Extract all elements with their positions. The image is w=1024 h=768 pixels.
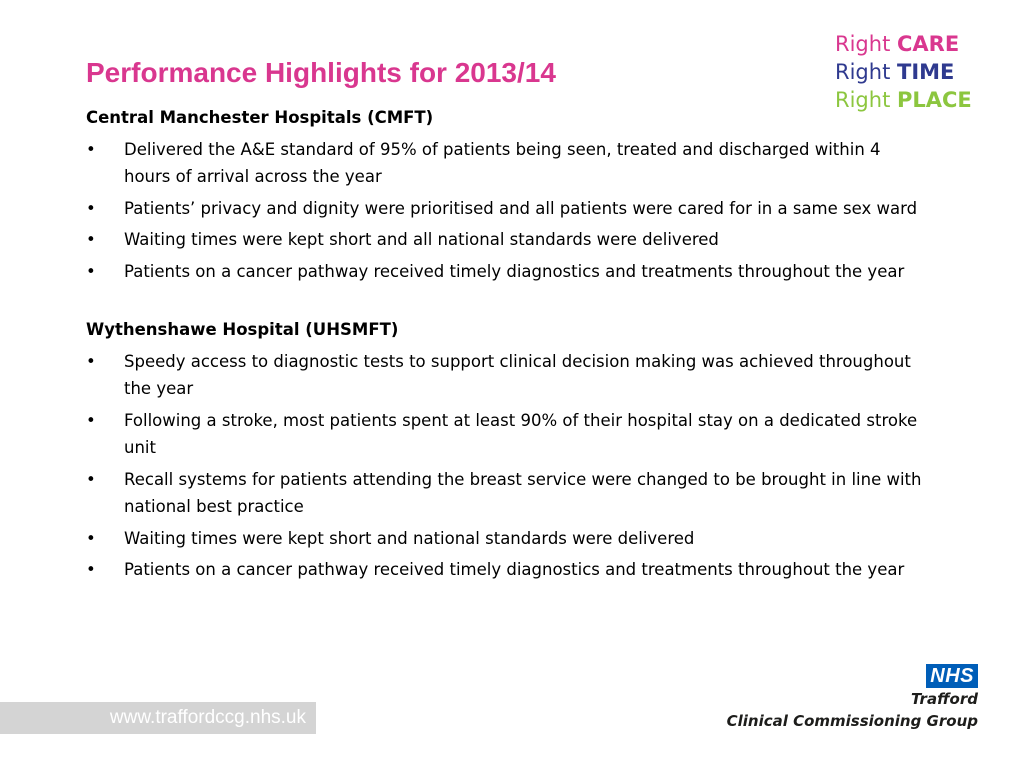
tagline-word: Right — [835, 60, 891, 84]
bullet-text: Recall systems for patients attending the breast service were changed to be brought in line with national best practice — [124, 469, 922, 516]
section-heading: Wythenshawe Hospital (UHSMFT) — [86, 320, 399, 339]
bullet-item — [86, 525, 928, 553]
tagline-key-care: CARE — [897, 32, 960, 56]
footer-bar — [0, 702, 316, 734]
slide-content — [86, 104, 928, 584]
bullet-list — [86, 136, 928, 286]
bullet-item — [86, 348, 928, 403]
bullet-icon: • — [86, 139, 96, 159]
tagline-word: Right — [835, 32, 891, 56]
bullet-icon: • — [86, 198, 96, 218]
nhs-org-name: Trafford — [910, 690, 978, 708]
tagline-key-time: TIME — [897, 60, 955, 84]
bullet-icon: • — [86, 528, 96, 548]
bullet-item — [86, 195, 928, 223]
nhs-logo-icon: NHS — [926, 664, 978, 688]
tagline-word: Right — [835, 88, 891, 112]
slide-title: Performance Highlights for 2013/14 — [86, 57, 556, 88]
bullet-icon: • — [86, 410, 96, 430]
tagline-key-place: PLACE — [897, 88, 972, 112]
right-care-tagline — [835, 30, 972, 114]
tagline-row-care — [835, 30, 972, 58]
bullet-icon: • — [86, 469, 96, 489]
bullet-text: Patients’ privacy and dignity were prioritised and all patients were cared for in a same sex ward — [124, 198, 918, 218]
bullet-item — [86, 407, 928, 462]
tagline-row-time — [835, 58, 972, 86]
bullet-icon: • — [86, 230, 96, 249]
bullet-item — [86, 556, 928, 584]
bullet-icon: • — [86, 560, 96, 579]
bullet-icon: • — [86, 261, 96, 281]
bullet-text: Following a stroke, most patients spent at least 90% of their hospital stay on a dedicated stroke unit — [124, 410, 918, 457]
bullet-item — [86, 226, 928, 254]
bullet-list — [86, 348, 928, 584]
bullet-text: Delivered the A&E standard of 95% of patients being seen, treated and discharged within 4 hours of arrival across the year — [124, 139, 881, 186]
section-uhsmft — [86, 316, 928, 584]
bullet-item — [86, 136, 928, 191]
bullet-item — [86, 466, 928, 521]
nhs-trafford-logo — [727, 664, 978, 732]
bullet-text: Waiting times were kept short and national standards were delivered — [124, 528, 695, 548]
bullet-text: Patients on a cancer pathway received timely diagnostics and treatments throughout the year — [124, 560, 905, 579]
bullet-text: Patients on a cancer pathway received timely diagnostics and treatments throughout the year — [124, 261, 905, 281]
section-heading: Central Manchester Hospitals (CMFT) — [86, 108, 434, 127]
bullet-text: Speedy access to diagnostic tests to support clinical decision making was achieved throughout the year — [124, 351, 911, 398]
bullet-item — [86, 258, 928, 286]
nhs-org-subtitle: Clinical Commissioning Group — [726, 712, 978, 730]
bullet-icon: • — [86, 351, 96, 371]
footer-url-link[interactable]: www.traffordccg.nhs.uk — [109, 707, 306, 728]
section-cmft — [86, 104, 928, 285]
bullet-text: Waiting times were kept short and all national standards were delivered — [124, 230, 719, 249]
section-spacer — [86, 285, 928, 316]
